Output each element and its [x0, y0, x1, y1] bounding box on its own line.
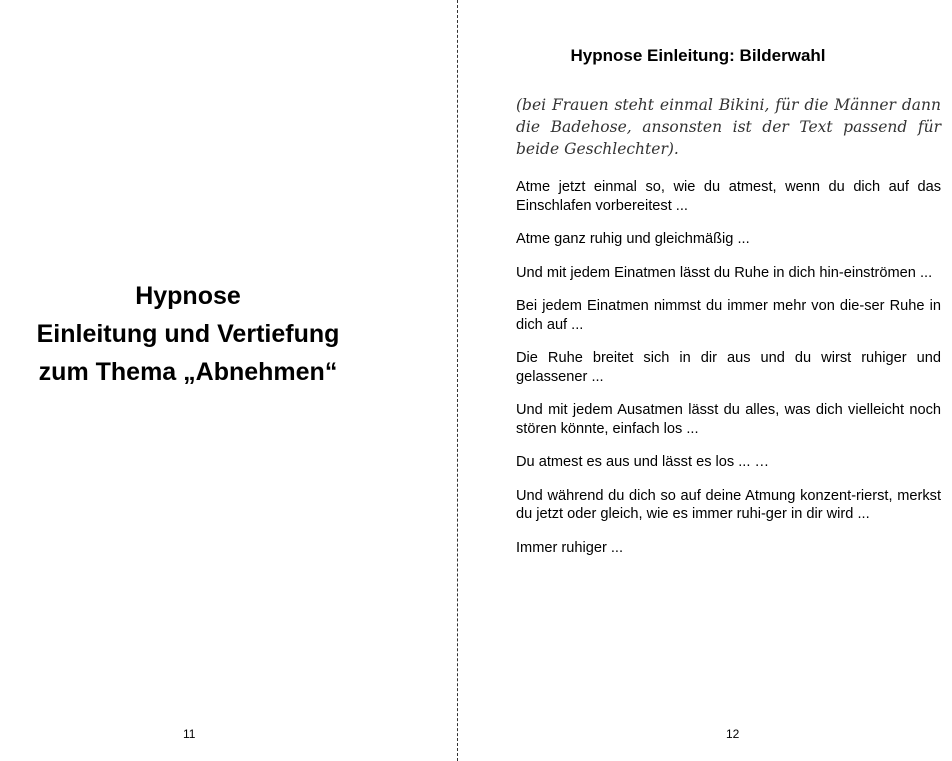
body-paragraph: Und während du dich so auf deine Atmung konzent-rierst, merkst du jetzt oder gleich, wie es immer ruhi-ger in dir wird ...	[516, 487, 941, 522]
page-number-left: 11	[183, 727, 196, 741]
left-page	[0, 0, 458, 761]
intro-note: (bei Frauen steht einmal Bikini, für die Männer dann die Badehose, ansonsten ist der Text passend für beide Geschlechter).	[516, 96, 941, 158]
body-paragraph: Atme ganz ruhig und gleichmäßig ...	[516, 231, 750, 247]
chapter-title-line: Hypnose	[135, 282, 241, 310]
body-paragraph: Die Ruhe breitet sich in dir aus und du wirst ruhiger und gelassener ...	[516, 350, 941, 385]
body-paragraph: Du atmest es aus und lässt es los ... …	[516, 454, 770, 470]
chapter-title-line: Einleitung und Vertiefung	[36, 320, 340, 348]
body-paragraph: Und mit jedem Ausatmen lässt du alles, was dich vielleicht noch stören könnte, einfach los ...	[516, 402, 941, 437]
body-paragraph: Immer ruhiger ...	[516, 539, 624, 556]
section-body	[516, 94, 941, 572]
body-paragraph: Atme jetzt einmal so, wie du atmest, wenn du dich auf das Einschlafen vorbereitest ...	[516, 179, 941, 214]
page-number-right: 12	[726, 727, 740, 741]
body-paragraph: Bei jedem Einatmen nimmst du immer mehr von die-ser Ruhe in dich auf ...	[516, 298, 941, 333]
body-paragraph: Und mit jedem Einatmen lässt du Ruhe in dich hin-einströmen ...	[516, 264, 933, 281]
chapter-title-line: zum Thema „Abnehmen“	[38, 358, 338, 386]
section-heading: Hypnose Einleitung: Bilderwahl	[570, 46, 826, 65]
page-divider	[457, 0, 458, 761]
right-page	[460, 0, 952, 761]
chapter-title	[0, 277, 376, 391]
